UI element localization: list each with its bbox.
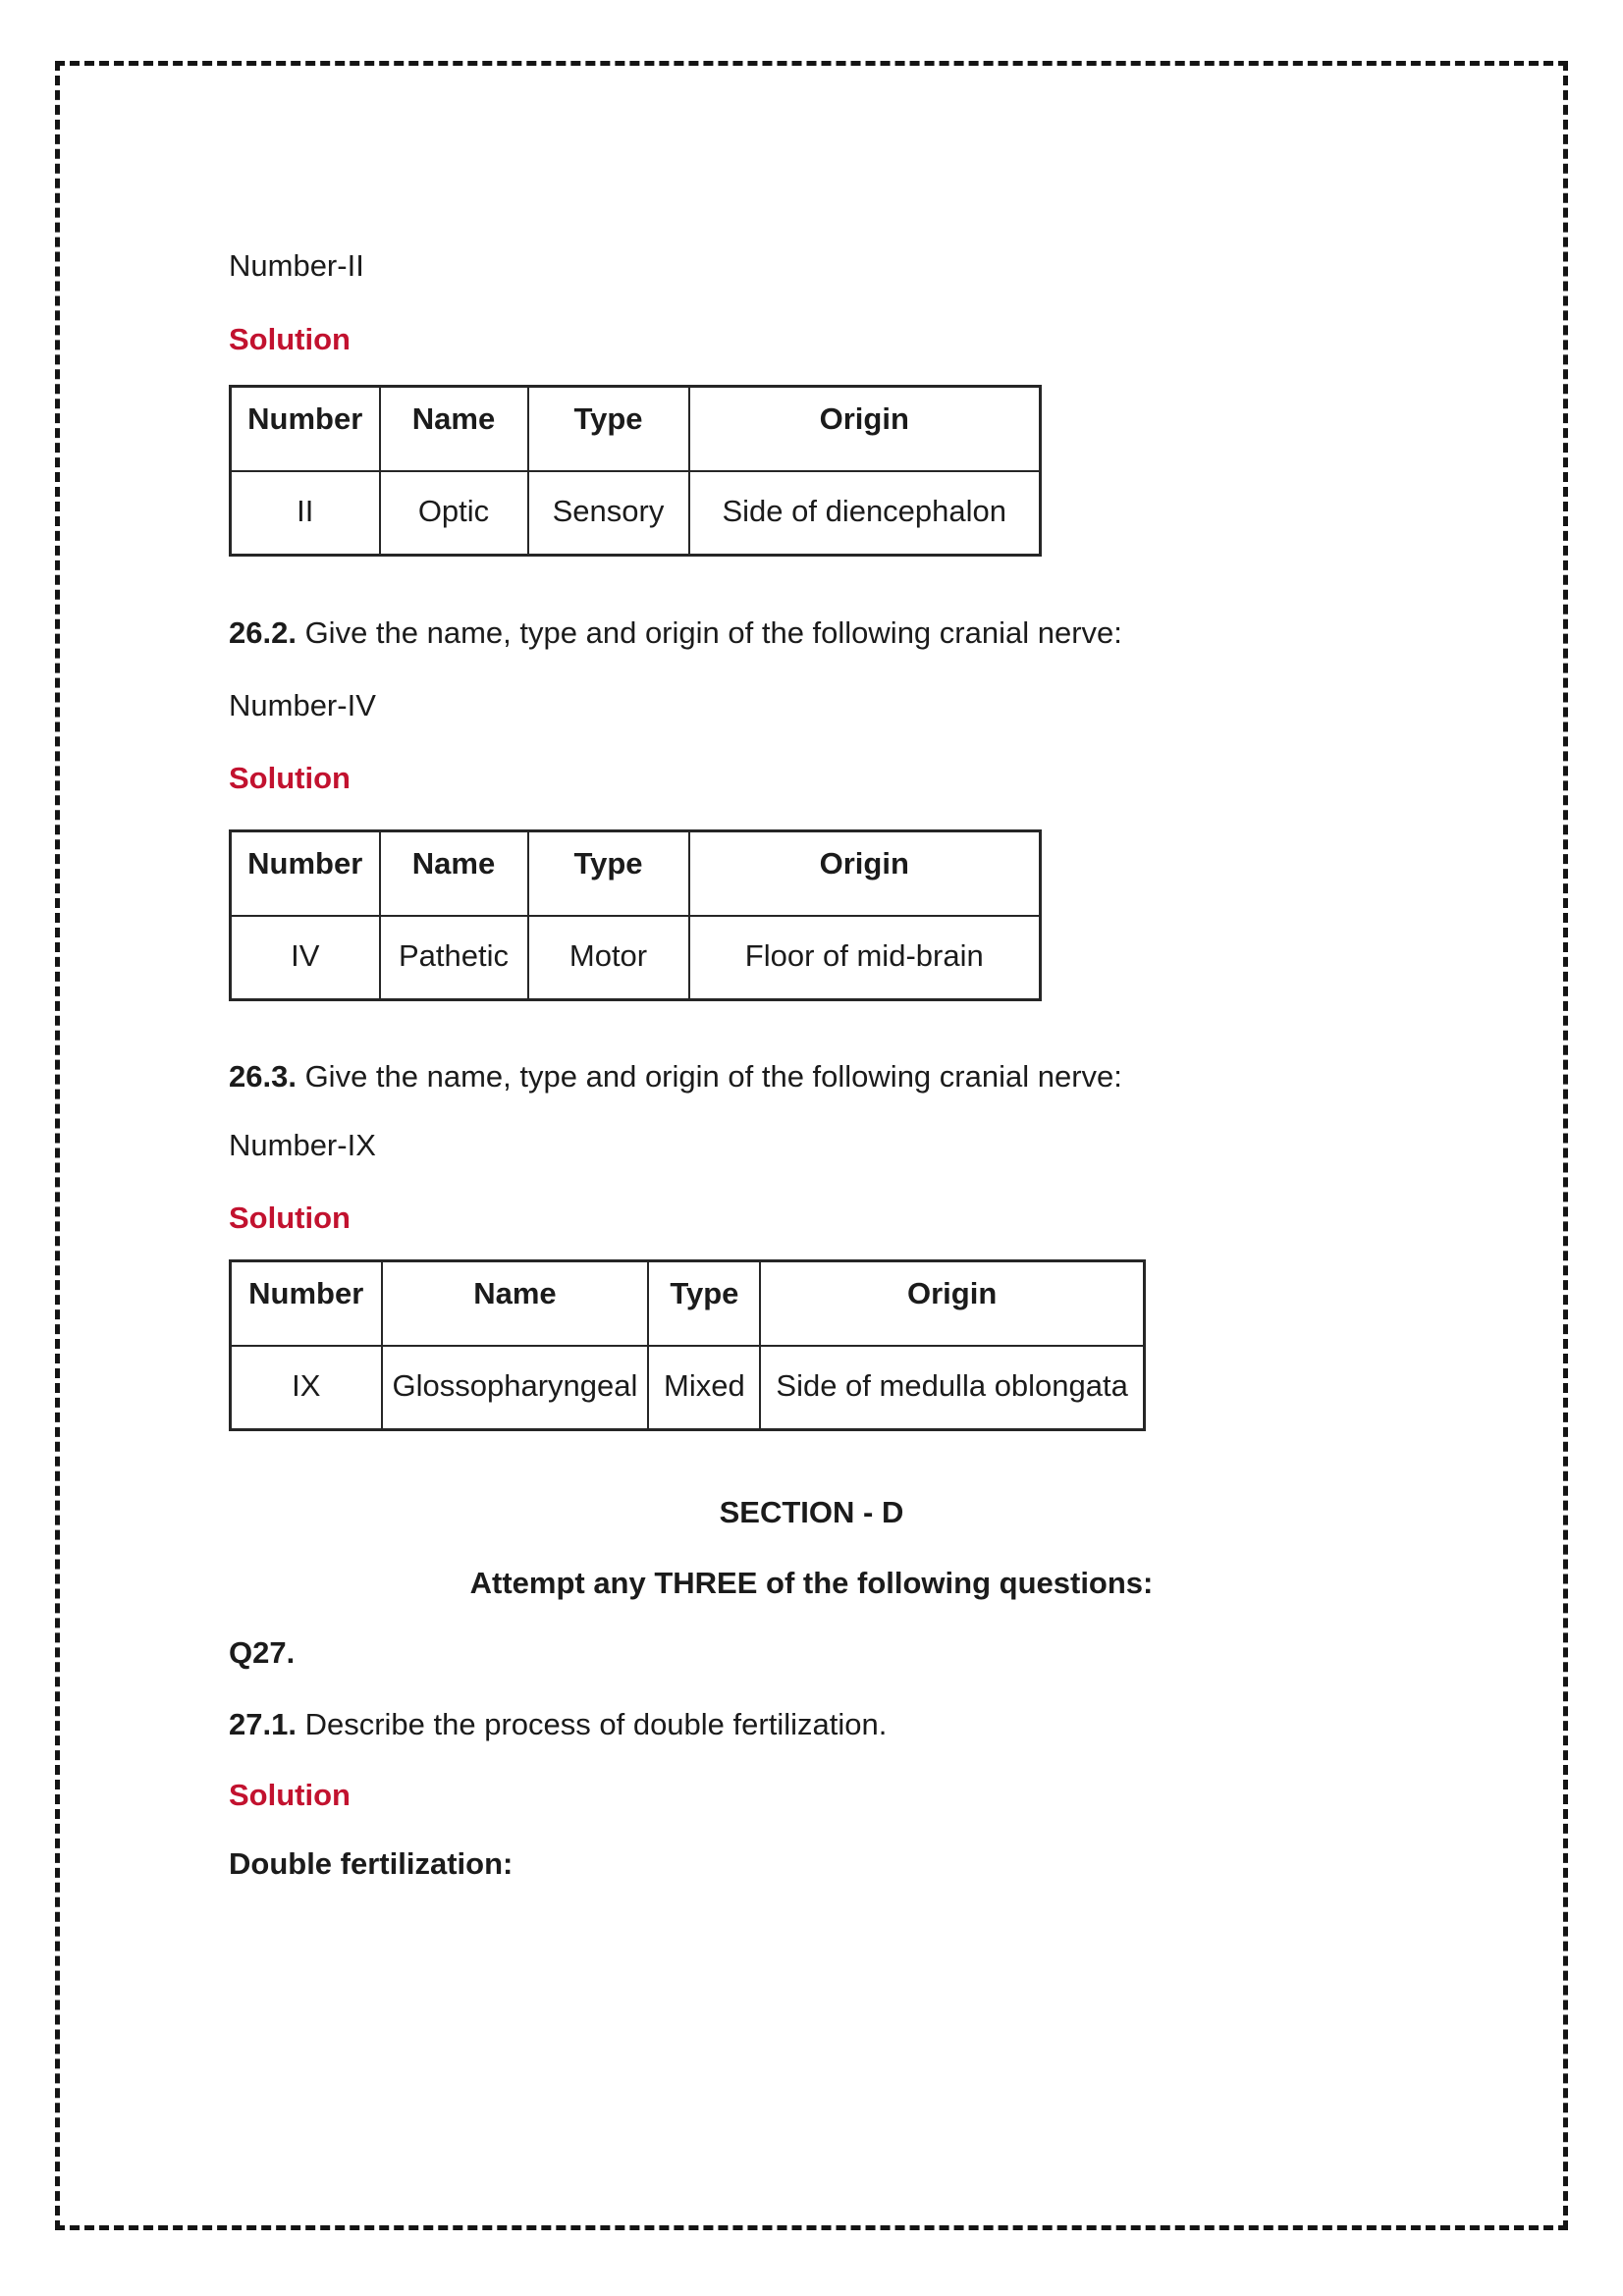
answer-heading-27-1 <box>229 1845 513 1882</box>
question-line-26-3 <box>229 1058 1122 1095</box>
nerve-number-line-26-2 <box>229 687 376 723</box>
solution-heading-27-1 <box>229 1777 351 1813</box>
solution-heading-26-2 <box>229 760 351 796</box>
question-number: 26.2. <box>229 615 297 650</box>
header-type: Type <box>648 1261 760 1346</box>
solution-label: Solution <box>229 1201 351 1235</box>
solution-heading-26-1 <box>229 321 351 357</box>
cranial-nerve-table-26-3 <box>229 1259 1146 1431</box>
cell-origin: Side of diencephalon <box>689 471 1041 556</box>
cell-name: Optic <box>380 471 528 556</box>
solution-label: Solution <box>229 322 351 356</box>
nerve-number-text: Number-II <box>229 248 364 283</box>
nerve-number-text: Number-IX <box>229 1128 376 1162</box>
cell-number: IX <box>231 1346 382 1430</box>
question-text: Describe the process of double fertilization. <box>296 1707 888 1741</box>
header-number: Number <box>231 831 380 916</box>
header-type: Type <box>528 387 689 471</box>
section-title: SECTION - D <box>719 1495 904 1529</box>
cell-number: II <box>231 471 380 556</box>
cell-origin: Side of medulla oblongata <box>760 1346 1144 1430</box>
nerve-number-line-26-3 <box>229 1127 376 1163</box>
cranial-nerve-table-26-2 <box>229 829 1042 1001</box>
nerve-number-line-26-1 <box>229 247 364 284</box>
header-type: Type <box>528 831 689 916</box>
header-origin: Origin <box>689 387 1041 471</box>
header-origin: Origin <box>760 1261 1144 1346</box>
header-number: Number <box>231 1261 382 1346</box>
header-number: Number <box>231 387 380 471</box>
question-line-26-2 <box>229 614 1122 651</box>
solution-heading-26-3 <box>229 1200 351 1236</box>
section-instruction <box>55 1565 1568 1601</box>
question-line-27-1 <box>229 1706 887 1742</box>
table-row <box>231 916 1041 1000</box>
solution-label: Solution <box>229 761 351 795</box>
header-name: Name <box>382 1261 649 1346</box>
header-name: Name <box>380 831 528 916</box>
header-name: Name <box>380 387 528 471</box>
section-instruction-text: Attempt any THREE of the following questions: <box>469 1566 1154 1600</box>
header-origin: Origin <box>689 831 1041 916</box>
section-heading <box>55 1494 1568 1530</box>
question-text: Give the name, type and origin of the following cranial nerve: <box>296 615 1122 650</box>
cell-origin: Floor of mid-brain <box>689 916 1041 1000</box>
question-number: 27.1. <box>229 1707 297 1741</box>
table-header-row <box>231 1261 1145 1346</box>
table-header-row <box>231 387 1041 471</box>
nerve-number-text: Number-IV <box>229 688 376 722</box>
question-number: 26.3. <box>229 1059 297 1094</box>
question-27-label <box>229 1634 295 1671</box>
answer-heading-text: Double fertilization: <box>229 1846 514 1881</box>
cell-type: Motor <box>528 916 689 1000</box>
cell-type: Mixed <box>648 1346 760 1430</box>
cell-type: Sensory <box>528 471 689 556</box>
question-number: Q27. <box>229 1635 296 1670</box>
cranial-nerve-table-26-1 <box>229 385 1042 557</box>
cell-number: IV <box>231 916 380 1000</box>
question-text: Give the name, type and origin of the following cranial nerve: <box>296 1059 1122 1094</box>
solution-label: Solution <box>229 1778 351 1812</box>
table-header-row <box>231 831 1041 916</box>
table-row <box>231 471 1041 556</box>
cell-name: Glossopharyngeal <box>382 1346 649 1430</box>
table-row <box>231 1346 1145 1430</box>
cell-name: Pathetic <box>380 916 528 1000</box>
